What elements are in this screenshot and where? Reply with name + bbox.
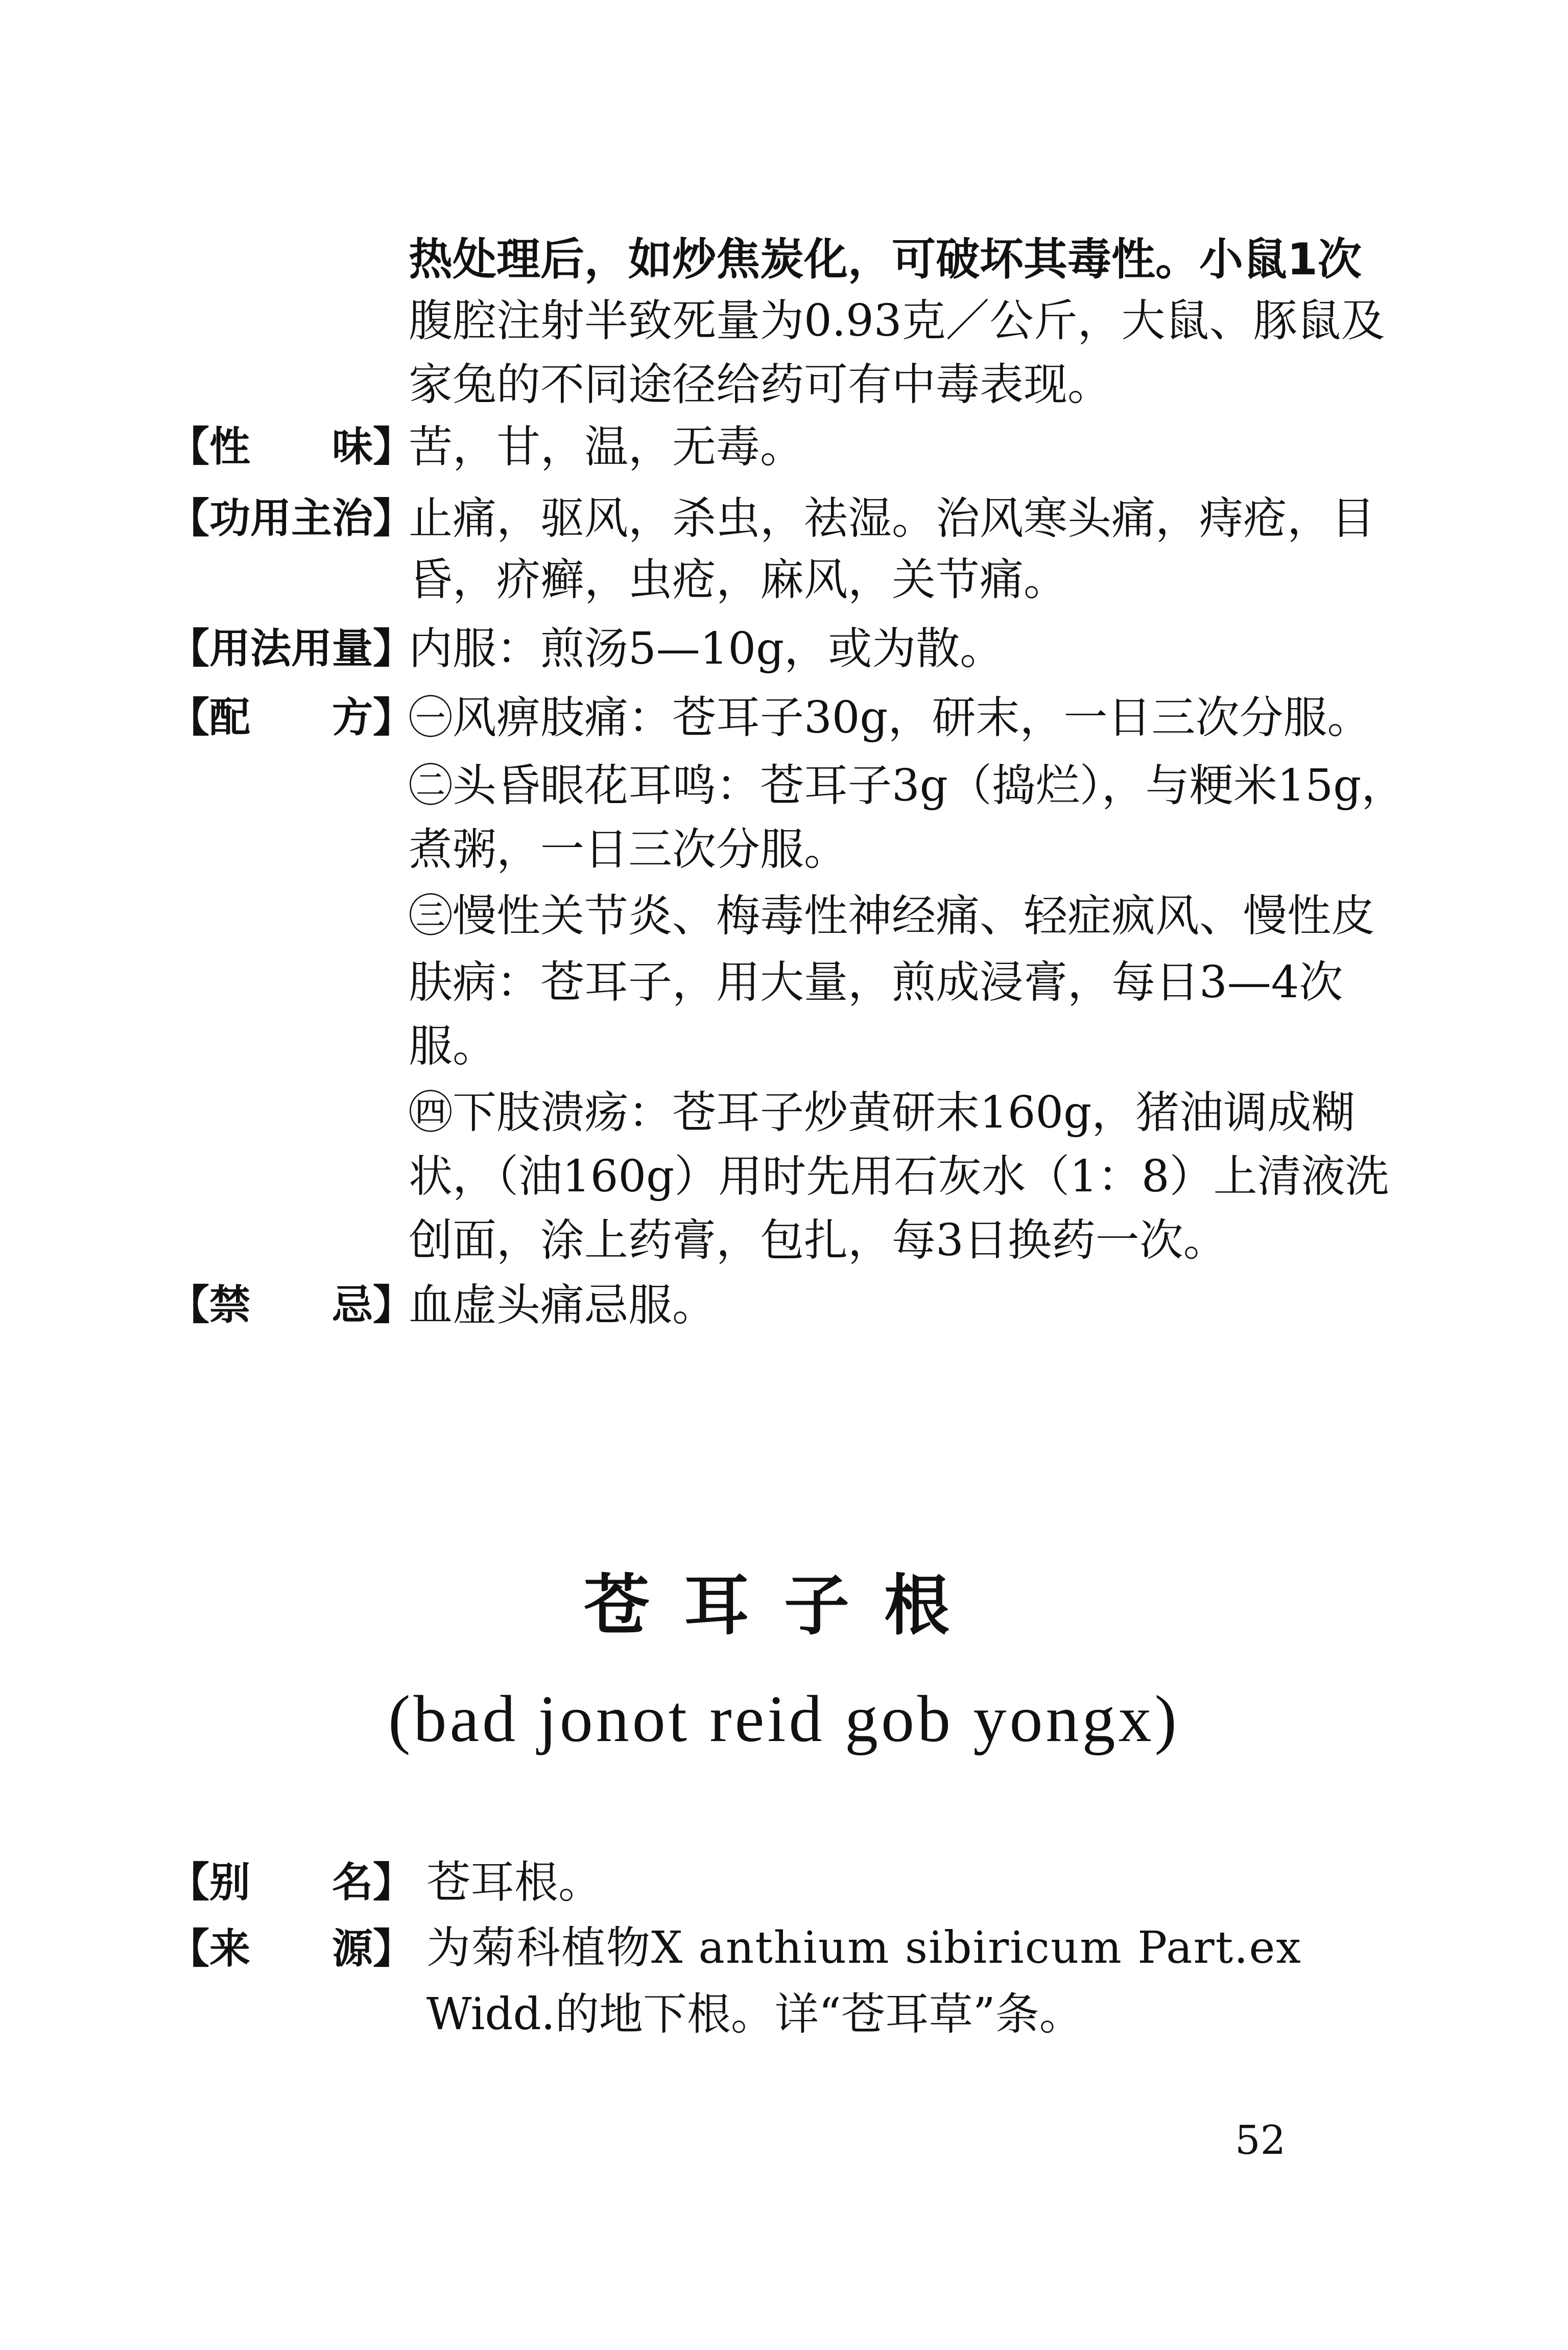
peifang-4-line-1: ㊃下肢溃疡：苍耳子炒黄研末160g，猪油调成糊: [409, 1087, 1356, 1138]
bieming-text: 苍耳根。: [426, 1857, 602, 1908]
section-title: 苍耳子根: [583, 1568, 984, 1644]
label-peifang: 【配 方】: [169, 694, 414, 741]
text-line-2: 腹腔注射半致死量为0.93克／公斤，大鼠、豚鼠及: [409, 295, 1385, 346]
label-jinji: 【禁 忌】: [169, 1281, 414, 1329]
peifang-3-line-3: 服。: [409, 1021, 496, 1072]
page-number: 52: [1235, 2118, 1286, 2164]
label-bieming: 【别 名】: [169, 1859, 414, 1906]
laiyuan-line-2: Widd.的地下根。详“苍耳草”条。: [426, 1989, 1083, 2040]
label-laiyuan: 【来 源】: [169, 1925, 414, 1972]
text-line-3: 家兔的不同途径给药可有中毒表现。: [409, 359, 1111, 410]
yongfa-text: 内服：煎汤5—10g，或为散。: [409, 623, 1004, 674]
label-gongyong: 【功用主治】: [169, 495, 414, 542]
peifang-2-line-2: 煮粥，一日三次分服。: [409, 824, 848, 875]
jinji-text: 血虚头痛忌服。: [409, 1280, 716, 1331]
peifang-3-line-2: 肤病：苍耳子，用大量，煎成浸膏，每日3—4次: [409, 957, 1343, 1008]
gongyong-line-1: 止痛，驱风，杀虫，祛湿。治风寒头痛，痔疮，目: [409, 493, 1375, 544]
laiyuan-line-1: 为菊科植物X anthium sibiricum Part.ex: [426, 1922, 1302, 1973]
xingwei-text: 苦，甘，温，无毒。: [409, 421, 804, 473]
section-subtitle: (bad jonot reid gob yongx): [388, 1682, 1180, 1756]
peifang-4-line-3: 创面，涂上药膏，包扎，每3日换药一次。: [409, 1215, 1227, 1266]
label-xingwei: 【性 味】: [169, 423, 414, 471]
peifang-4-line-2: 状，（油160g）用时先用石灰水（1：8）上清液洗: [409, 1151, 1389, 1202]
text-line-1: 热处理后，如炒焦炭化，可破坏其毒性。小鼠1次: [409, 234, 1362, 285]
peifang-1: ㊀风痹肢痛：苍耳子30g，研末，一日三次分服。: [409, 692, 1371, 743]
label-yongfa: 【用法用量】: [169, 625, 414, 672]
peifang-2-line-1: ㊁头昏眼花耳鸣：苍耳子3g（捣烂），与粳米15g，: [409, 760, 1406, 811]
gongyong-line-2: 昏，疥癣，虫疮，麻风，关节痛。: [409, 554, 1067, 605]
peifang-3-line-1: ㊂慢性关节炎、梅毒性神经痛、轻症疯风、慢性皮: [409, 890, 1375, 942]
